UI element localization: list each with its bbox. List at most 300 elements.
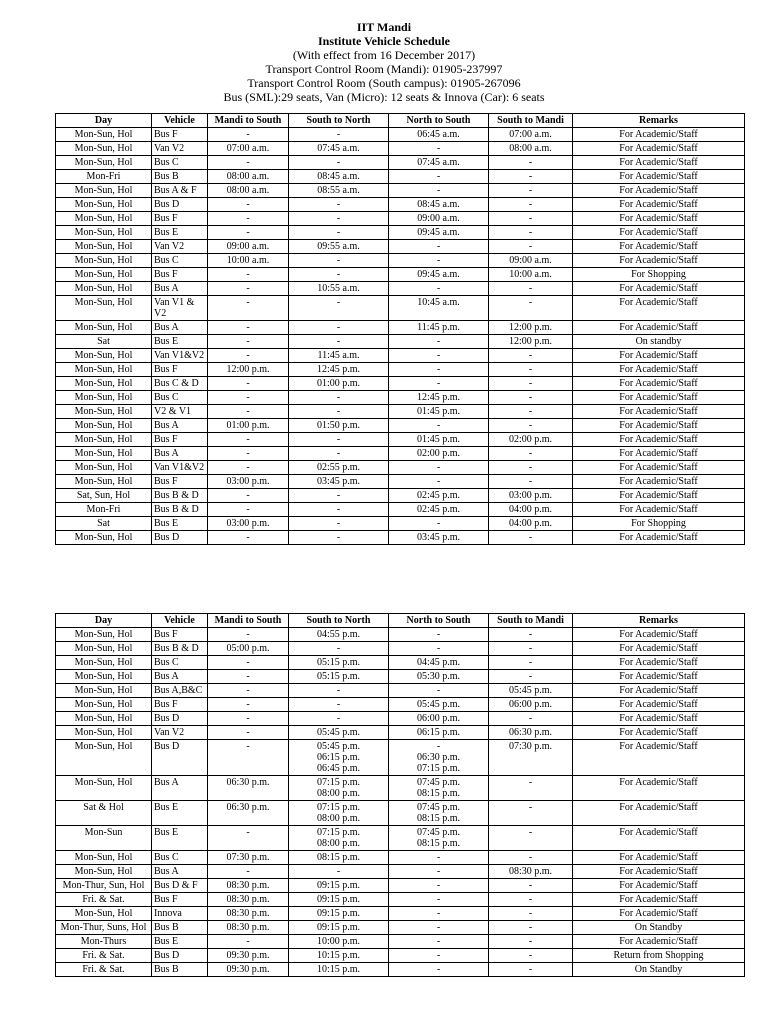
cell-mandi-to-south: 08:30 p.m.: [208, 879, 289, 893]
cell-remarks: For Academic/Staff: [573, 349, 745, 363]
column-header-south-to-mandi: South to Mandi: [489, 114, 573, 128]
cell-south-to-mandi: 04:00 p.m.: [489, 517, 573, 531]
cell-north-to-south: 02:00 p.m.: [389, 447, 489, 461]
cell-mandi-to-south: -: [208, 489, 289, 503]
cell-south-to-north: 09:15 p.m.: [289, 893, 389, 907]
cell-vehicle: Van V2: [152, 726, 208, 740]
column-header-day: Day: [56, 614, 152, 628]
cell-remarks: For Academic/Staff: [573, 447, 745, 461]
cell-remarks: For Academic/Staff: [573, 698, 745, 712]
cell-day: Mon-Sun, Hol: [56, 628, 152, 642]
cell-remarks: For Academic/Staff: [573, 851, 745, 865]
cell-day: Mon-Sun, Hol: [56, 321, 152, 335]
cell-south-to-north: 09:15 p.m.: [289, 921, 389, 935]
cell-day: Mon-Sun, Hol: [56, 670, 152, 684]
table-row: [56, 268, 745, 282]
cell-remarks: For Academic/Staff: [573, 776, 745, 801]
cell-south-to-north: -: [289, 531, 389, 545]
cell-vehicle: Bus D: [152, 949, 208, 963]
cell-south-to-mandi: -: [489, 531, 573, 545]
cell-vehicle: Bus F: [152, 698, 208, 712]
cell-remarks: For Academic/Staff: [573, 503, 745, 517]
cell-mandi-to-south: -: [208, 198, 289, 212]
cell-south-to-north: -: [289, 489, 389, 503]
table-row: [56, 503, 745, 517]
cell-day: Mon-Sun, Hol: [56, 142, 152, 156]
cell-north-to-south: 11:45 p.m.: [389, 321, 489, 335]
cell-remarks: For Academic/Staff: [573, 296, 745, 321]
table-row: [56, 801, 745, 826]
cell-day: Mon-Sun, Hol: [56, 684, 152, 698]
cell-mandi-to-south: -: [208, 740, 289, 776]
table-row: [56, 907, 745, 921]
cell-south-to-mandi: -: [489, 628, 573, 642]
table-row: [56, 726, 745, 740]
cell-mandi-to-south: -: [208, 628, 289, 642]
cell-north-to-south: 04:45 p.m.: [389, 656, 489, 670]
cell-north-to-south: -: [389, 642, 489, 656]
cell-south-to-mandi: 08:00 a.m.: [489, 142, 573, 156]
cell-south-to-mandi: -: [489, 712, 573, 726]
cell-vehicle: Bus F: [152, 628, 208, 642]
cell-north-to-south: -: [389, 865, 489, 879]
cell-north-to-south: 09:45 a.m.: [389, 268, 489, 282]
cell-mandi-to-south: -: [208, 268, 289, 282]
cell-south-to-north: 01:00 p.m.: [289, 377, 389, 391]
cell-south-to-north: -: [289, 156, 389, 170]
cell-remarks: For Academic/Staff: [573, 489, 745, 503]
cell-north-to-south: -: [389, 363, 489, 377]
cell-remarks: For Academic/Staff: [573, 321, 745, 335]
cell-remarks: For Academic/Staff: [573, 656, 745, 670]
table-row: [56, 254, 745, 268]
cell-south-to-mandi: -: [489, 893, 573, 907]
table-row: [56, 949, 745, 963]
cell-day: Mon-Thur, Suns, Hol: [56, 921, 152, 935]
table-row: [56, 698, 745, 712]
cell-south-to-north: 08:55 a.m.: [289, 184, 389, 198]
table-row: [56, 531, 745, 545]
cell-remarks: For Academic/Staff: [573, 198, 745, 212]
cell-remarks: For Academic/Staff: [573, 475, 745, 489]
cell-remarks: For Academic/Staff: [573, 461, 745, 475]
cell-north-to-south: -: [389, 335, 489, 349]
table-row: [56, 405, 745, 419]
table-row: [56, 349, 745, 363]
table-row: [56, 670, 745, 684]
cell-south-to-north: -: [289, 296, 389, 321]
cell-remarks: For Academic/Staff: [573, 628, 745, 642]
cell-north-to-south: -: [389, 893, 489, 907]
cell-south-to-mandi: -: [489, 419, 573, 433]
table-row: [56, 282, 745, 296]
cell-south-to-mandi: -: [489, 363, 573, 377]
table-row: [56, 156, 745, 170]
cell-day: Mon-Sun, Hol: [56, 128, 152, 142]
cell-vehicle: Bus E: [152, 226, 208, 240]
cell-north-to-south: -: [389, 282, 489, 296]
table-row: [56, 628, 745, 642]
cell-mandi-to-south: 05:00 p.m.: [208, 642, 289, 656]
cell-mandi-to-south: 03:00 p.m.: [208, 517, 289, 531]
contact-south-campus: Transport Control Room (South campus): 01905-267096: [247, 76, 521, 90]
table-row: [56, 184, 745, 198]
cell-vehicle: Bus A & F: [152, 184, 208, 198]
cell-vehicle: Van V2: [152, 240, 208, 254]
cell-mandi-to-south: -: [208, 935, 289, 949]
cell-south-to-north: -: [289, 433, 389, 447]
cell-south-to-mandi: 04:00 p.m.: [489, 503, 573, 517]
cell-day: Mon-Sun, Hol: [56, 475, 152, 489]
cell-mandi-to-south: 08:30 p.m.: [208, 907, 289, 921]
cell-remarks: For Academic/Staff: [573, 684, 745, 698]
cell-north-to-south: -: [389, 240, 489, 254]
cell-south-to-mandi: -: [489, 851, 573, 865]
cell-south-to-mandi: 05:45 p.m.: [489, 684, 573, 698]
cell-mandi-to-south: 06:30 p.m.: [208, 776, 289, 801]
cell-vehicle: Bus F: [152, 128, 208, 142]
cell-south-to-mandi: -: [489, 801, 573, 826]
cell-day: Mon-Sun, Hol: [56, 184, 152, 198]
document-title: IIT Mandi: [356, 20, 412, 34]
cell-north-to-south: 06:45 a.m.: [389, 128, 489, 142]
cell-north-to-south: -: [389, 907, 489, 921]
cell-north-to-south: 08:45 a.m.: [389, 198, 489, 212]
cell-south-to-mandi: -: [489, 475, 573, 489]
cell-mandi-to-south: -: [208, 226, 289, 240]
table-row: [56, 240, 745, 254]
cell-south-to-mandi: -: [489, 670, 573, 684]
cell-south-to-mandi: -: [489, 879, 573, 893]
cell-vehicle: Bus A: [152, 776, 208, 801]
table-row: [56, 517, 745, 531]
cell-remarks: For Academic/Staff: [573, 726, 745, 740]
cell-vehicle: Bus F: [152, 363, 208, 377]
cell-south-to-north: -: [289, 212, 389, 226]
cell-day: Mon-Sun, Hol: [56, 656, 152, 670]
cell-north-to-south: -: [389, 461, 489, 475]
cell-south-to-mandi: 10:00 a.m.: [489, 268, 573, 282]
cell-south-to-north: 05:45 p.m. 06:15 p.m. 06:45 p.m.: [289, 740, 389, 776]
cell-mandi-to-south: 08:00 a.m.: [208, 170, 289, 184]
cell-south-to-north: -: [289, 698, 389, 712]
cell-north-to-south: 07:45 a.m.: [389, 156, 489, 170]
cell-north-to-south: -: [389, 170, 489, 184]
cell-vehicle: Bus E: [152, 801, 208, 826]
cell-mandi-to-south: 08:00 a.m.: [208, 184, 289, 198]
cell-remarks: For Academic/Staff: [573, 826, 745, 851]
column-header-remarks: Remarks: [573, 614, 745, 628]
cell-day: Mon-Thurs: [56, 935, 152, 949]
cell-south-to-north: 09:15 p.m.: [289, 907, 389, 921]
cell-mandi-to-south: -: [208, 531, 289, 545]
cell-south-to-north: 07:45 a.m.: [289, 142, 389, 156]
cell-south-to-north: 07:15 p.m. 08:00 p.m.: [289, 826, 389, 851]
cell-vehicle: V2 & V1: [152, 405, 208, 419]
cell-remarks: For Academic/Staff: [573, 801, 745, 826]
contact-mandi: Transport Control Room (Mandi): 01905-237997: [265, 62, 503, 76]
cell-remarks: For Academic/Staff: [573, 184, 745, 198]
cell-north-to-south: 01:45 p.m.: [389, 405, 489, 419]
cell-south-to-mandi: -: [489, 282, 573, 296]
cell-south-to-mandi: 06:30 p.m.: [489, 726, 573, 740]
table-row: [56, 335, 745, 349]
cell-south-to-mandi: -: [489, 921, 573, 935]
cell-south-to-north: -: [289, 642, 389, 656]
cell-south-to-north: 04:55 p.m.: [289, 628, 389, 642]
cell-remarks: On Standby: [573, 921, 745, 935]
cell-vehicle: Van V1 & V2: [152, 296, 208, 321]
cell-mandi-to-south: -: [208, 335, 289, 349]
cell-north-to-south: -: [389, 684, 489, 698]
table-row: [56, 363, 745, 377]
cell-remarks: For Academic/Staff: [573, 226, 745, 240]
cell-south-to-mandi: -: [489, 212, 573, 226]
cell-north-to-south: -: [389, 921, 489, 935]
table-row: [56, 212, 745, 226]
table-row: [56, 921, 745, 935]
cell-south-to-mandi: -: [489, 963, 573, 977]
cell-south-to-north: 10:00 p.m.: [289, 935, 389, 949]
cell-south-to-north: 03:45 p.m.: [289, 475, 389, 489]
column-header-remarks: Remarks: [573, 114, 745, 128]
cell-day: Mon-Sun, Hol: [56, 642, 152, 656]
cell-south-to-north: -: [289, 712, 389, 726]
cell-mandi-to-south: -: [208, 712, 289, 726]
cell-remarks: For Academic/Staff: [573, 156, 745, 170]
cell-remarks: For Academic/Staff: [573, 240, 745, 254]
cell-north-to-south: 02:45 p.m.: [389, 503, 489, 517]
cell-day: Mon-Sun, Hol: [56, 712, 152, 726]
cell-south-to-north: -: [289, 517, 389, 531]
cell-south-to-mandi: -: [489, 405, 573, 419]
cell-day: Mon-Sun, Hol: [56, 433, 152, 447]
cell-mandi-to-south: 09:30 p.m.: [208, 963, 289, 977]
cell-south-to-mandi: 02:00 p.m.: [489, 433, 573, 447]
table-row: [56, 642, 745, 656]
table-row: [56, 226, 745, 240]
cell-north-to-south: 09:00 a.m.: [389, 212, 489, 226]
table-row: [56, 296, 745, 321]
cell-mandi-to-south: -: [208, 684, 289, 698]
cell-south-to-mandi: -: [489, 198, 573, 212]
cell-vehicle: Bus C: [152, 851, 208, 865]
table-row: [56, 461, 745, 475]
document-header: [0, 20, 768, 104]
cell-mandi-to-south: -: [208, 321, 289, 335]
cell-vehicle: Van V1&V2: [152, 461, 208, 475]
table-row: [56, 391, 745, 405]
cell-south-to-north: 05:15 p.m.: [289, 670, 389, 684]
cell-remarks: For Academic/Staff: [573, 907, 745, 921]
table-row: [56, 419, 745, 433]
cell-remarks: For Academic/Staff: [573, 391, 745, 405]
cell-south-to-mandi: -: [489, 184, 573, 198]
table-row: [56, 851, 745, 865]
cell-remarks: On Standby: [573, 963, 745, 977]
cell-day: Mon-Sun, Hol: [56, 405, 152, 419]
cell-south-to-mandi: -: [489, 935, 573, 949]
cell-mandi-to-south: 12:00 p.m.: [208, 363, 289, 377]
cell-south-to-mandi: -: [489, 461, 573, 475]
table-row: [56, 142, 745, 156]
cell-mandi-to-south: 08:30 p.m.: [208, 893, 289, 907]
cell-remarks: For Academic/Staff: [573, 419, 745, 433]
cell-north-to-south: 07:45 p.m. 08:15 p.m.: [389, 776, 489, 801]
table-row: [56, 128, 745, 142]
cell-remarks: For Academic/Staff: [573, 865, 745, 879]
cell-vehicle: Bus A: [152, 282, 208, 296]
cell-vehicle: Innova: [152, 907, 208, 921]
cell-north-to-south: -: [389, 475, 489, 489]
cell-south-to-north: -: [289, 865, 389, 879]
cell-remarks: For Academic/Staff: [573, 377, 745, 391]
column-header-mandi-to-south: Mandi to South: [208, 614, 289, 628]
cell-north-to-south: 10:45 a.m.: [389, 296, 489, 321]
cell-south-to-mandi: -: [489, 642, 573, 656]
cell-north-to-south: -: [389, 949, 489, 963]
cell-south-to-north: -: [289, 447, 389, 461]
cell-south-to-mandi: -: [489, 377, 573, 391]
table-row: [56, 826, 745, 851]
column-header-north-to-south: North to South: [389, 614, 489, 628]
cell-day: Mon-Sun, Hol: [56, 268, 152, 282]
cell-remarks: For Academic/Staff: [573, 642, 745, 656]
table-row: [56, 684, 745, 698]
cell-vehicle: Bus E: [152, 826, 208, 851]
cell-mandi-to-south: -: [208, 447, 289, 461]
cell-north-to-south: -: [389, 935, 489, 949]
cell-day: Mon-Sun, Hol: [56, 531, 152, 545]
cell-vehicle: Bus B & D: [152, 489, 208, 503]
cell-mandi-to-south: -: [208, 377, 289, 391]
cell-south-to-mandi: 07:00 a.m.: [489, 128, 573, 142]
table-row: [56, 489, 745, 503]
cell-south-to-north: -: [289, 128, 389, 142]
cell-vehicle: Bus B: [152, 963, 208, 977]
column-header-south-to-north: South to North: [289, 614, 389, 628]
cell-north-to-south: -: [389, 879, 489, 893]
cell-north-to-south: -: [389, 628, 489, 642]
cell-south-to-north: 10:15 p.m.: [289, 963, 389, 977]
table-row: [56, 879, 745, 893]
cell-south-to-north: -: [289, 254, 389, 268]
cell-north-to-south: 03:45 p.m.: [389, 531, 489, 545]
cell-remarks: For Academic/Staff: [573, 128, 745, 142]
cell-mandi-to-south: -: [208, 865, 289, 879]
cell-north-to-south: - 06:30 p.m. 07:15 p.m.: [389, 740, 489, 776]
cell-day: Mon-Sun, Hol: [56, 419, 152, 433]
cell-vehicle: Van V2: [152, 142, 208, 156]
cell-mandi-to-south: -: [208, 391, 289, 405]
cell-day: Mon-Sun, Hol: [56, 240, 152, 254]
table-row: [56, 447, 745, 461]
cell-vehicle: Bus E: [152, 935, 208, 949]
cell-mandi-to-south: -: [208, 698, 289, 712]
cell-north-to-south: 07:45 p.m. 08:15 p.m.: [389, 801, 489, 826]
cell-south-to-mandi: 09:00 a.m.: [489, 254, 573, 268]
cell-south-to-north: 02:55 p.m.: [289, 461, 389, 475]
cell-north-to-south: 01:45 p.m.: [389, 433, 489, 447]
cell-north-to-south: -: [389, 349, 489, 363]
cell-day: Mon-Sun, Hol: [56, 254, 152, 268]
table-row: [56, 893, 745, 907]
cell-remarks: For Shopping: [573, 517, 745, 531]
cell-north-to-south: 05:30 p.m.: [389, 670, 489, 684]
cell-north-to-south: 12:45 p.m.: [389, 391, 489, 405]
cell-north-to-south: 07:45 p.m. 08:15 p.m.: [389, 826, 489, 851]
table-row: [56, 935, 745, 949]
table-row: [56, 475, 745, 489]
cell-day: Mon-Sun, Hol: [56, 296, 152, 321]
cell-vehicle: Bus C: [152, 391, 208, 405]
cell-south-to-mandi: -: [489, 170, 573, 184]
cell-south-to-north: -: [289, 503, 389, 517]
cell-day: Mon-Sun, Hol: [56, 461, 152, 475]
table-header-row: [56, 114, 745, 128]
cell-vehicle: Bus A,B&C: [152, 684, 208, 698]
cell-day: Fri. & Sat.: [56, 893, 152, 907]
cell-south-to-mandi: -: [489, 826, 573, 851]
cell-mandi-to-south: 07:30 p.m.: [208, 851, 289, 865]
cell-day: Mon-Sun, Hol: [56, 377, 152, 391]
cell-south-to-north: 05:15 p.m.: [289, 656, 389, 670]
schedule-table-evening: [55, 613, 745, 977]
table-row: [56, 865, 745, 879]
cell-south-to-north: 09:15 p.m.: [289, 879, 389, 893]
cell-vehicle: Bus E: [152, 335, 208, 349]
cell-south-to-mandi: -: [489, 656, 573, 670]
cell-mandi-to-south: 10:00 a.m.: [208, 254, 289, 268]
cell-north-to-south: -: [389, 184, 489, 198]
table-row: [56, 776, 745, 801]
vehicle-capacity-note: Bus (SML):29 seats, Van (Micro): 12 seats & Innova (Car): 6 seats: [223, 90, 545, 104]
cell-south-to-north: 08:45 a.m.: [289, 170, 389, 184]
cell-day: Sat, Sun, Hol: [56, 489, 152, 503]
column-header-vehicle: Vehicle: [152, 614, 208, 628]
cell-day: Mon-Sun, Hol: [56, 740, 152, 776]
table-row: [56, 377, 745, 391]
cell-vehicle: Bus A: [152, 419, 208, 433]
cell-south-to-north: -: [289, 268, 389, 282]
cell-south-to-mandi: -: [489, 156, 573, 170]
cell-vehicle: Bus F: [152, 212, 208, 226]
cell-north-to-south: 09:45 a.m.: [389, 226, 489, 240]
cell-mandi-to-south: -: [208, 656, 289, 670]
cell-vehicle: Bus B: [152, 170, 208, 184]
cell-south-to-north: 01:50 p.m.: [289, 419, 389, 433]
cell-south-to-north: -: [289, 321, 389, 335]
cell-mandi-to-south: 06:30 p.m.: [208, 801, 289, 826]
cell-mandi-to-south: 03:00 p.m.: [208, 475, 289, 489]
cell-day: Sat: [56, 517, 152, 531]
cell-remarks: For Academic/Staff: [573, 254, 745, 268]
cell-remarks: For Academic/Staff: [573, 142, 745, 156]
cell-remarks: For Academic/Staff: [573, 670, 745, 684]
cell-vehicle: Bus B: [152, 921, 208, 935]
cell-vehicle: Bus A: [152, 670, 208, 684]
cell-remarks: On standby: [573, 335, 745, 349]
cell-mandi-to-south: -: [208, 212, 289, 226]
effective-date: (With effect from 16 December 2017): [292, 48, 476, 62]
cell-day: Mon-Sun: [56, 826, 152, 851]
cell-mandi-to-south: 07:00 a.m.: [208, 142, 289, 156]
cell-vehicle: Bus C & D: [152, 377, 208, 391]
cell-vehicle: Bus D: [152, 198, 208, 212]
cell-north-to-south: -: [389, 517, 489, 531]
cell-south-to-mandi: -: [489, 240, 573, 254]
cell-vehicle: Bus B & D: [152, 503, 208, 517]
